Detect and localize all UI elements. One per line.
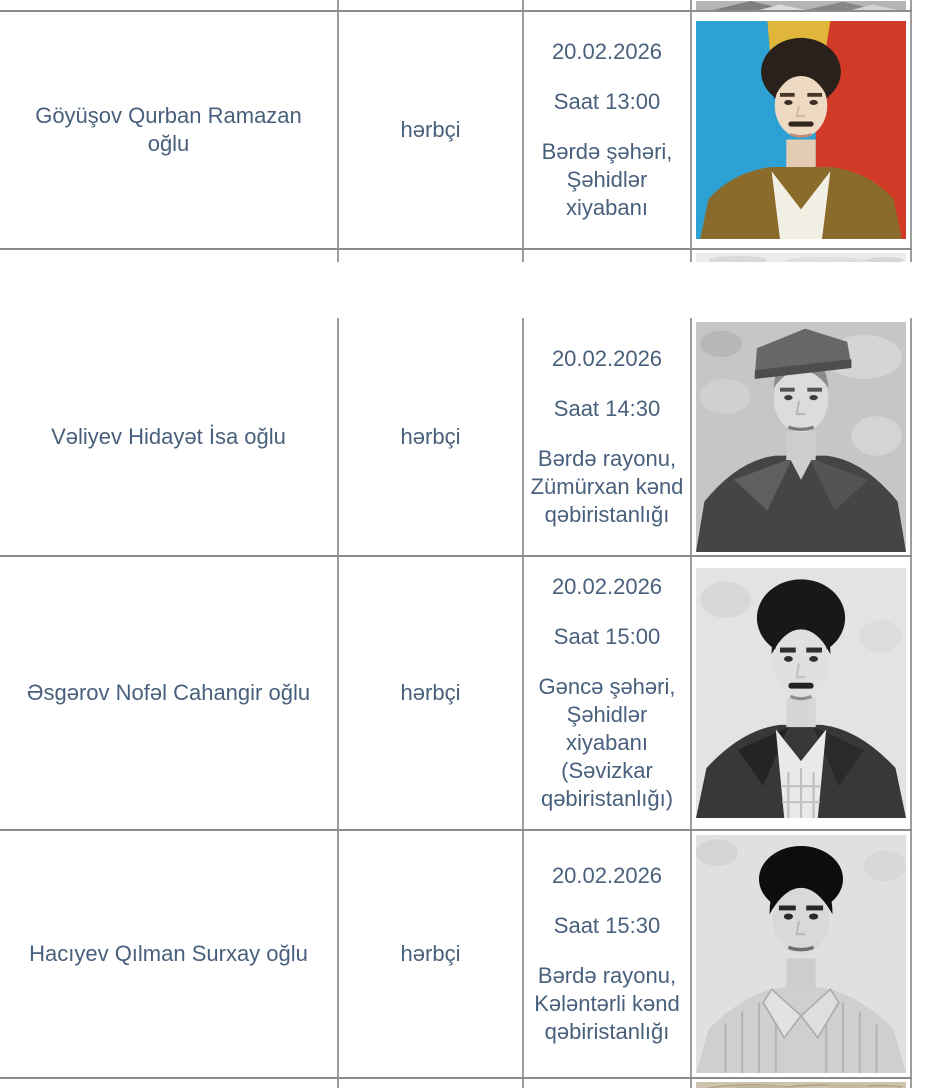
occupation-label: hərbçi [400,680,461,705]
name-cell [0,318,339,555]
occupation-label: hərbçi [400,117,461,142]
burial-location: Gəncə şəhəri, Şəhidlər xiyabanı (Səvizkar qəbiristanlığı) [538,674,676,811]
photo-cell [692,250,912,262]
table-row [0,318,912,557]
name-cell [0,557,339,829]
burial-cell [524,12,692,248]
photo-cell [692,831,912,1077]
portrait-photo-color-icon [696,21,906,239]
occupation-label: hərbçi [400,423,461,449]
photo-cell [692,557,912,829]
portrait-photo-bw-icon [696,568,906,818]
burial-location: Bərdə şəhəri, Şəhidlər xiyabanı [541,139,673,220]
table-row-partial-bottom [0,1079,912,1088]
burial-date: 20.02.2026 [551,574,663,599]
person-name: Vəliyev Hidayət İsa oğlu [51,423,286,449]
burial-date: 20.02.2026 [551,863,663,888]
burial-cell [524,557,692,829]
name-cell [0,0,339,10]
burial-cell [524,250,692,262]
burial-time: Saat 13:00 [553,89,661,114]
burial-time: Saat 14:30 [553,395,661,421]
occupation-cell [339,250,524,262]
person-name: Göyüşov Qurban Ramazan oğlu [35,103,302,156]
occupation-cell [339,318,524,555]
name-cell [0,12,339,248]
burial-cell [524,831,692,1077]
occupation-cell [339,0,524,10]
table-fragment-top [0,0,912,262]
table-row-partial-top [0,0,912,12]
portrait-photo-bw-icon [696,322,906,552]
name-cell [0,1079,339,1088]
name-cell [0,831,339,1077]
occupation-cell [339,557,524,829]
photo-cell [692,1079,912,1088]
burial-time: Saat 15:00 [553,624,661,649]
occupation-label: hərbçi [400,941,461,966]
portrait-photo-fragment-icon [696,1082,906,1088]
table-row-partial-bottom [0,250,912,262]
photo-cell [692,318,912,555]
burial-date: 20.02.2026 [551,39,663,64]
burial-cell [524,0,692,10]
photo-cell [692,0,912,10]
table-row [0,12,912,250]
occupation-cell [339,1079,524,1088]
photo-cell [692,12,912,248]
occupation-cell [339,831,524,1077]
name-cell [0,250,339,262]
portrait-photo-fragment-icon [696,1,906,10]
table-row [0,831,912,1079]
burial-cell [524,318,692,555]
burial-cell [524,1079,692,1088]
person-name: Hacıyev Qılman Surxay oğlu [29,941,308,966]
table-row [0,557,912,831]
person-name: Əsgərov Nofəl Cahangir oğlu [26,680,311,705]
occupation-cell [339,12,524,248]
table-fragment-main [0,318,912,1088]
portrait-photo-fragment-icon [696,253,906,262]
burial-time: Saat 15:30 [553,913,661,938]
burial-date: 20.02.2026 [551,345,663,371]
burial-location: Bərdə rayonu, Zümürxan kənd qəbiristanlığı [530,445,684,527]
burial-location: Bərdə rayonu, Kələntərli kənd qəbiristanlığı [534,963,680,1044]
portrait-photo-bw-icon [696,835,906,1073]
